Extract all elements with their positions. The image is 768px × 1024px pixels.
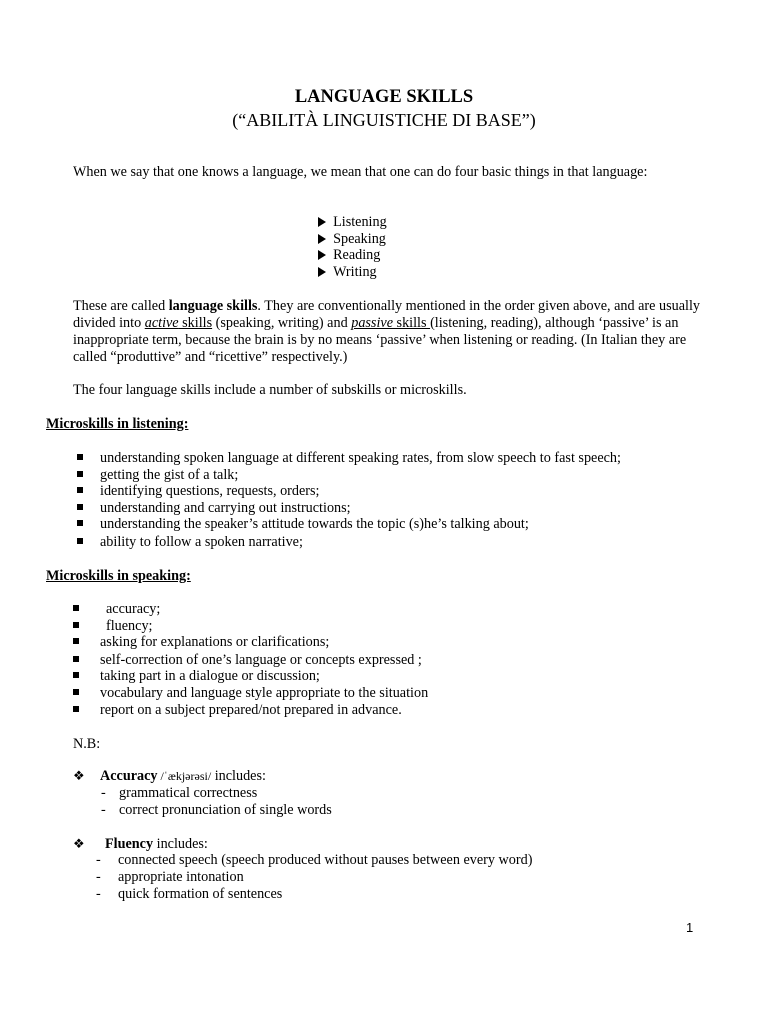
list-item: accuracy; [73,601,79,618]
speaking-heading: Microskills in speaking: [46,568,191,584]
square-bullet-icon [73,605,79,611]
square-bullet-icon [73,656,79,662]
square-bullet-icon [73,706,79,712]
square-bullet-icon [77,487,83,493]
diamond-bullet-icon: ❖ [73,768,85,783]
page-number: 1 [686,920,694,935]
accuracy-item: ❖ Accuracy /ˈækjərəsi/ includes: [73,768,266,784]
listening-heading: Microskills in listening: [46,416,189,432]
arrow-bullet-icon [318,267,326,277]
nb-label: N.B: [73,736,101,752]
page-subtitle: (“ABILITÀ LINGUISTICHE DI BASE”) [232,110,536,130]
fluency-item: ❖ Fluency includes: [73,836,208,852]
list-item: - quick formation of sentences [96,886,283,902]
square-bullet-icon [77,454,83,460]
square-bullet-icon [73,622,79,628]
square-bullet-icon [77,471,83,477]
list-item: Reading [318,247,380,264]
arrow-bullet-icon [318,250,326,260]
list-item: - correct pronunciation of single words [101,802,332,818]
square-bullet-icon [77,520,83,526]
list-item: asking for explanations or clarifications; [73,634,79,651]
list-item: Listening [318,214,387,231]
arrow-bullet-icon [318,234,326,244]
microskills-paragraph: The four language skills include a number of subskills or microskills. [73,382,467,398]
square-bullet-icon [77,504,83,510]
list-item: understanding the speaker’s attitude towards the topic (s)he’s talking about; [77,516,83,533]
list-item: Speaking [318,231,386,248]
skills-paragraph: These are called language skills. They are conventionally mentioned in the order given above, and are usually divided into active skills (speaking, writing) and passive skills (listening, reading), although ‘passive’ is an inappropriate term, because the brain is by no means ‘passive’ when listening or reading. (In Italian they are called “produttive” and “ricettive” respectively.) [73,298,700,365]
list-item: - grammatical correctness [101,785,258,801]
square-bullet-icon [73,689,79,695]
list-item: self-correction of one’s language or concepts expressed ; [73,652,79,669]
list-item: fluency; [73,618,79,635]
list-item: identifying questions, requests, orders; [77,483,83,500]
list-item: - connected speech (speech produced without pauses between every word) [96,852,533,868]
intro-paragraph: When we say that one knows a language, we mean that one can do four basic things in that language: [73,164,648,180]
square-bullet-icon [73,672,79,678]
list-item: getting the gist of a talk; [77,467,83,484]
list-item: understanding spoken language at different speaking rates, from slow speech to fast speech; [77,450,83,467]
square-bullet-icon [77,538,83,544]
square-bullet-icon [73,638,79,644]
list-item: vocabulary and language style appropriate to the situation [73,685,79,702]
arrow-bullet-icon [318,217,326,227]
list-item: Writing [318,264,377,281]
list-item: taking part in a dialogue or discussion; [73,668,79,685]
list-item: - appropriate intonation [96,869,244,885]
page-title: LANGUAGE SKILLS [294,87,474,107]
list-item: report on a subject prepared/not prepared in advance. [73,702,79,719]
diamond-bullet-icon: ❖ [73,836,85,851]
list-item: understanding and carrying out instructions; [77,500,83,517]
list-item: ability to follow a spoken narrative; [77,534,83,551]
